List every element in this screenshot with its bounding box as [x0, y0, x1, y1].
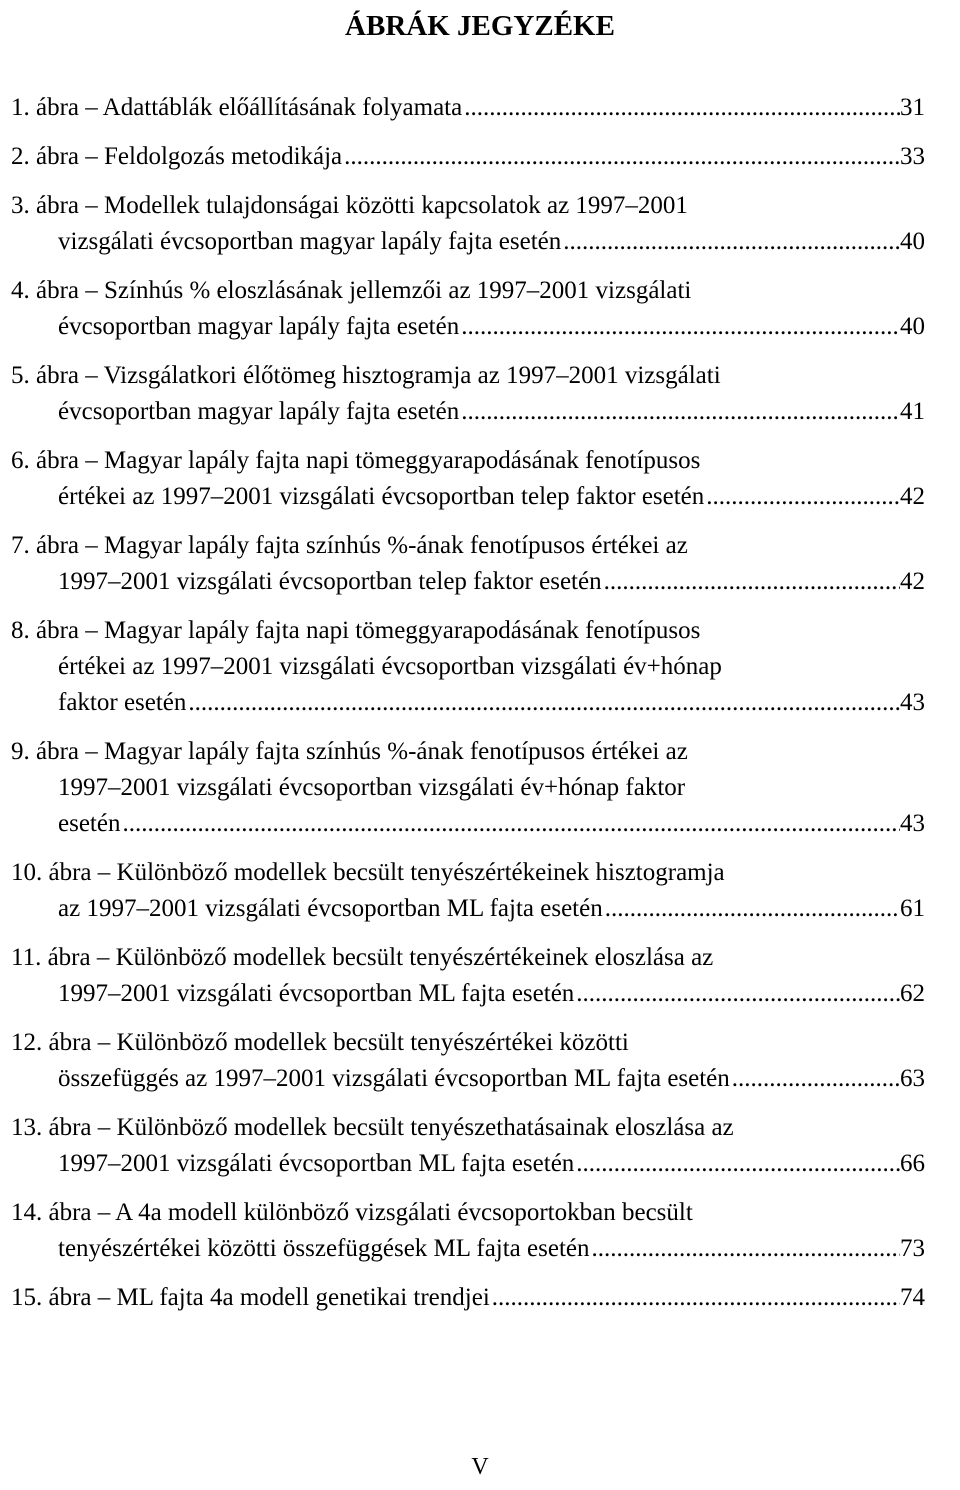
toc-entry-text: 1997–2001 vizsgálati évcsoportban vizsgálati év+hónap faktor — [58, 774, 686, 801]
toc-page-number: 74 — [900, 1284, 925, 1311]
toc-page-number: 40 — [900, 228, 925, 255]
toc-page-number: 33 — [900, 143, 925, 170]
toc-page-number: 63 — [900, 1065, 925, 1092]
toc-entry-text: 7. ábra – Magyar lapály fajta színhús %-ának fenotípusos értékei az — [11, 532, 688, 559]
toc-entry[interactable] — [11, 1025, 925, 1097]
dot-leader — [730, 1061, 900, 1097]
toc-entry-text: 11. ábra – Különböző modellek becsült tenyészértékeinek eloszlása az — [11, 944, 714, 971]
page-number: V — [471, 1454, 489, 1480]
toc-entry-text: 12. ábra – Különböző modellek becsült tenyészértékei közötti — [11, 1029, 629, 1056]
toc-entry-text: 6. ábra – Magyar lapály fajta napi tömeggyarapodásának fenotípusos — [11, 447, 701, 474]
toc-entry[interactable] — [11, 734, 925, 842]
toc-page-number: 73 — [900, 1235, 925, 1262]
toc-entry-text: 5. ábra – Vizsgálatkori élőtömeg hisztogramja az 1997–2001 vizsgálati — [11, 362, 721, 389]
dot-leader — [459, 394, 900, 430]
dot-leader — [574, 976, 900, 1012]
toc-entry[interactable] — [11, 443, 925, 515]
toc-entry-text: értékei az 1997–2001 vizsgálati évcsoportban telep faktor esetén — [58, 483, 705, 510]
toc-page-number: 62 — [900, 980, 925, 1007]
dot-leader — [186, 685, 900, 721]
toc-entry-text: 13. ábra – Különböző modellek becsült tenyészethatásainak eloszlása az — [11, 1114, 734, 1141]
dot-leader — [704, 479, 900, 515]
page-title: ÁBRÁK JEGYZÉKE — [345, 10, 615, 42]
dot-leader — [574, 1146, 900, 1182]
dot-leader — [602, 564, 900, 600]
toc-entry-text: 4. ábra – Színhús % eloszlásának jellemzői az 1997–2001 vizsgálati — [11, 277, 692, 304]
toc-entry-text: 1997–2001 vizsgálati évcsoportban ML fajta esetén — [58, 980, 575, 1007]
toc-entry[interactable] — [11, 613, 925, 721]
toc-page-number: 43 — [900, 689, 925, 716]
toc-entry-text: 1997–2001 vizsgálati évcsoportban ML fajta esetén — [58, 1150, 575, 1177]
toc-entry[interactable] — [11, 1195, 925, 1267]
toc-page-number: 66 — [900, 1150, 925, 1177]
toc-entry-text: 3. ábra – Modellek tulajdonságai közötti kapcsolatok az 1997–2001 — [11, 192, 688, 219]
toc-entry[interactable] — [11, 90, 925, 126]
toc-entry-text: tenyészértékei közötti összefüggések ML fajta esetén — [58, 1235, 590, 1262]
toc-entry[interactable] — [11, 273, 925, 345]
dot-leader — [342, 139, 900, 175]
toc-entry[interactable] — [11, 1110, 925, 1182]
toc-entry[interactable] — [11, 1280, 925, 1316]
toc-entry-text: esetén — [58, 810, 121, 837]
toc-entry[interactable] — [11, 528, 925, 600]
toc-entry-text: 9. ábra – Magyar lapály fajta színhús %-ának fenotípusos értékei az — [11, 738, 688, 765]
toc-entry-text: 2. ábra – Feldolgozás metodikája — [11, 143, 343, 170]
dot-leader — [603, 891, 900, 927]
toc-entry[interactable] — [11, 139, 925, 175]
toc-entry[interactable] — [11, 940, 925, 1012]
toc-page-number: 42 — [900, 483, 925, 510]
toc-entry-text: faktor esetén — [58, 689, 187, 716]
figure-list — [11, 90, 925, 1329]
toc-entry-text: vizsgálati évcsoportban magyar lapály fajta esetén — [58, 228, 562, 255]
toc-entry-text: 15. ábra – ML fajta 4a modell genetikai trendjei — [11, 1284, 490, 1311]
toc-page-number: 31 — [900, 94, 925, 121]
toc-page-number: 41 — [900, 398, 925, 425]
dot-leader — [561, 224, 900, 260]
dot-leader — [459, 309, 900, 345]
toc-entry-text: 8. ábra – Magyar lapály fajta napi tömeggyarapodásának fenotípusos — [11, 617, 701, 644]
dot-leader — [462, 90, 900, 126]
toc-page-number: 43 — [900, 810, 925, 837]
toc-page-number: 40 — [900, 313, 925, 340]
toc-page-number: 42 — [900, 568, 925, 595]
toc-entry-text: az 1997–2001 vizsgálati évcsoportban ML fajta esetén — [58, 895, 603, 922]
toc-entry-text: évcsoportban magyar lapály fajta esetén — [58, 398, 460, 425]
dot-leader — [490, 1280, 900, 1316]
toc-entry-text: 1. ábra – Adattáblák előállításának folyamata — [11, 94, 463, 121]
toc-entry[interactable] — [11, 855, 925, 927]
dot-leader — [590, 1231, 901, 1267]
toc-entry-text: évcsoportban magyar lapály fajta esetén — [58, 313, 460, 340]
toc-entry-text: 1997–2001 vizsgálati évcsoportban telep faktor esetén — [58, 568, 602, 595]
toc-entry-text: 14. ábra – A 4a modell különböző vizsgálati évcsoportokban becsült — [11, 1199, 693, 1226]
toc-page-number: 61 — [900, 895, 925, 922]
toc-entry-text: 10. ábra – Különböző modellek becsült tenyészértékeinek hisztogramja — [11, 859, 725, 886]
toc-entry[interactable] — [11, 188, 925, 260]
dot-leader — [120, 806, 900, 842]
toc-entry-text: értékei az 1997–2001 vizsgálati évcsoportban vizsgálati év+hónap — [58, 653, 722, 680]
toc-entry[interactable] — [11, 358, 925, 430]
toc-entry-text: összefüggés az 1997–2001 vizsgálati évcsoportban ML fajta esetén — [58, 1065, 730, 1092]
